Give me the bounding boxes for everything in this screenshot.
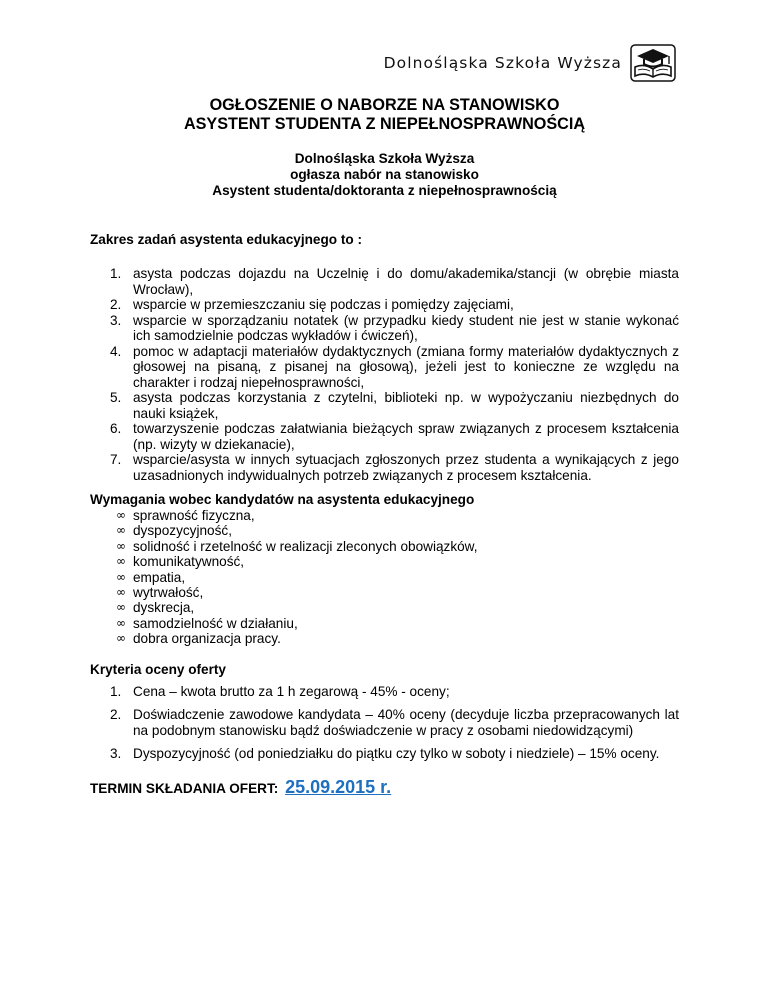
- criteria-heading: Kryteria oceny oferty: [90, 661, 226, 677]
- bullet-icon: ∞: [116, 600, 126, 615]
- list-item: ∞ sprawność fizyczna,: [116, 508, 255, 523]
- bullet-icon: ∞: [116, 538, 126, 553]
- list-item: 2. Doświadczenie zawodowe kandydata – 40% oceny (decyduje liczba przepracowanych lat na podobnym stanowisku bądź doświadczenie w pracy z osobami niedowidzącymi): [110, 707, 679, 738]
- bullet-icon: ∞: [116, 569, 126, 584]
- document-body: [90, 96, 679, 798]
- list-item: ∞ dobra organizacja pracy.: [116, 631, 281, 647]
- list-item: 1. asysta podczas dojazdu na Uczelnię i do domu/akademika/stancji (w obrębie miasta Wrocław),: [110, 266, 679, 297]
- title-line-1: OGŁOSZENIE O NABORZE NA STANOWISKO: [209, 96, 560, 114]
- intro-line-3: Asystent studenta/doktoranta z niepełnosprawnością: [212, 183, 557, 198]
- list-item: ∞ dyspozycyjność,: [116, 523, 232, 539]
- tasks-heading: Zakres zadań asystenta edukacyjnego to :: [90, 232, 362, 247]
- list-item: 5. asysta podczas korzystania z czytelni, biblioteki np. w wypożyczaniu niezbędnych do nauki książek,: [110, 390, 679, 421]
- list-item: 2. wsparcie w przemieszczaniu się podczas i pomiędzy zajęciami,: [110, 297, 514, 312]
- list-item: ∞ wytrwałość,: [116, 585, 204, 601]
- deadline-date: 25.09.2015 r.: [285, 776, 392, 797]
- intro-line-2: ogłasza nabór na stanowisko: [290, 167, 479, 182]
- list-item: ∞ solidność i rzetelność w realizacji zleconych obowiązków,: [116, 538, 478, 554]
- intro-block: [90, 151, 679, 199]
- list-item: ∞ dyskrecja,: [116, 600, 195, 616]
- bullet-icon: ∞: [116, 615, 126, 630]
- requirements-heading: Wymagania wobec kandydatów na asystenta edukacyjnego: [90, 492, 475, 507]
- page-header: [384, 44, 676, 82]
- requirements-list: [90, 508, 679, 647]
- bullet-icon: ∞: [116, 585, 126, 600]
- deadline-label: TERMIN SKŁADANIA OFERT:: [90, 780, 279, 796]
- list-item: 6. towarzyszenie podczas załatwiania bieżących spraw związanych z procesem kształcenia (np. wizyty w dziekanacie),: [110, 421, 679, 452]
- criteria-list: [90, 684, 679, 762]
- list-item: ∞ komunikatywność,: [116, 554, 245, 570]
- deadline-line: [90, 777, 679, 798]
- list-item: 1. Cena – kwota brutto za 1 h zegarową - 45% - oceny;: [110, 683, 450, 699]
- list-item: ∞ samodzielność w działaniu,: [116, 615, 298, 631]
- list-item: 7. wsparcie/asysta w innych sytuacjach zgłoszonych przez studenta a wynikających z jego uzasadnionych indywidualnych potrzeb związanych z procesem kształcenia.: [110, 452, 679, 483]
- list-item: 3. wsparcie w sporządzaniu notatek (w przypadku kiedy student nie jest w stanie wykonać ich samodzielnie podczas wykładów i ćwiczeń),: [110, 312, 679, 343]
- title-line-2: ASYSTENT STUDENTA Z NIEPEŁNOSPRAWNOŚCIĄ: [183, 115, 586, 133]
- list-item: 3. Dyspozycyjność (od poniedziałku do piątku czy tylko w soboty i niedziele) – 15% oceny.: [110, 746, 660, 762]
- bullet-icon: ∞: [116, 523, 126, 538]
- page-title: [90, 96, 679, 134]
- tasks-list: [90, 266, 679, 483]
- intro-line-1: Dolnośląska Szkoła Wyższa: [294, 151, 475, 166]
- bullet-icon: ∞: [116, 631, 126, 646]
- bullet-icon: ∞: [116, 508, 126, 522]
- mortarboard-book-icon: [630, 44, 676, 82]
- bullet-icon: ∞: [116, 554, 126, 569]
- brand-name: Dolnośląska Szkoła Wyższa: [383, 54, 622, 72]
- list-item: ∞ empatia,: [116, 569, 186, 585]
- list-item: 4. pomoc w adaptacji materiałów dydaktycznych (zmiana formy materiałów dydaktycznych z głosowej na pisaną, z pisanej na głosową), jeżeli jest to konieczne ze względu na charakter i rodzaj niepełnosprawności,: [110, 343, 679, 390]
